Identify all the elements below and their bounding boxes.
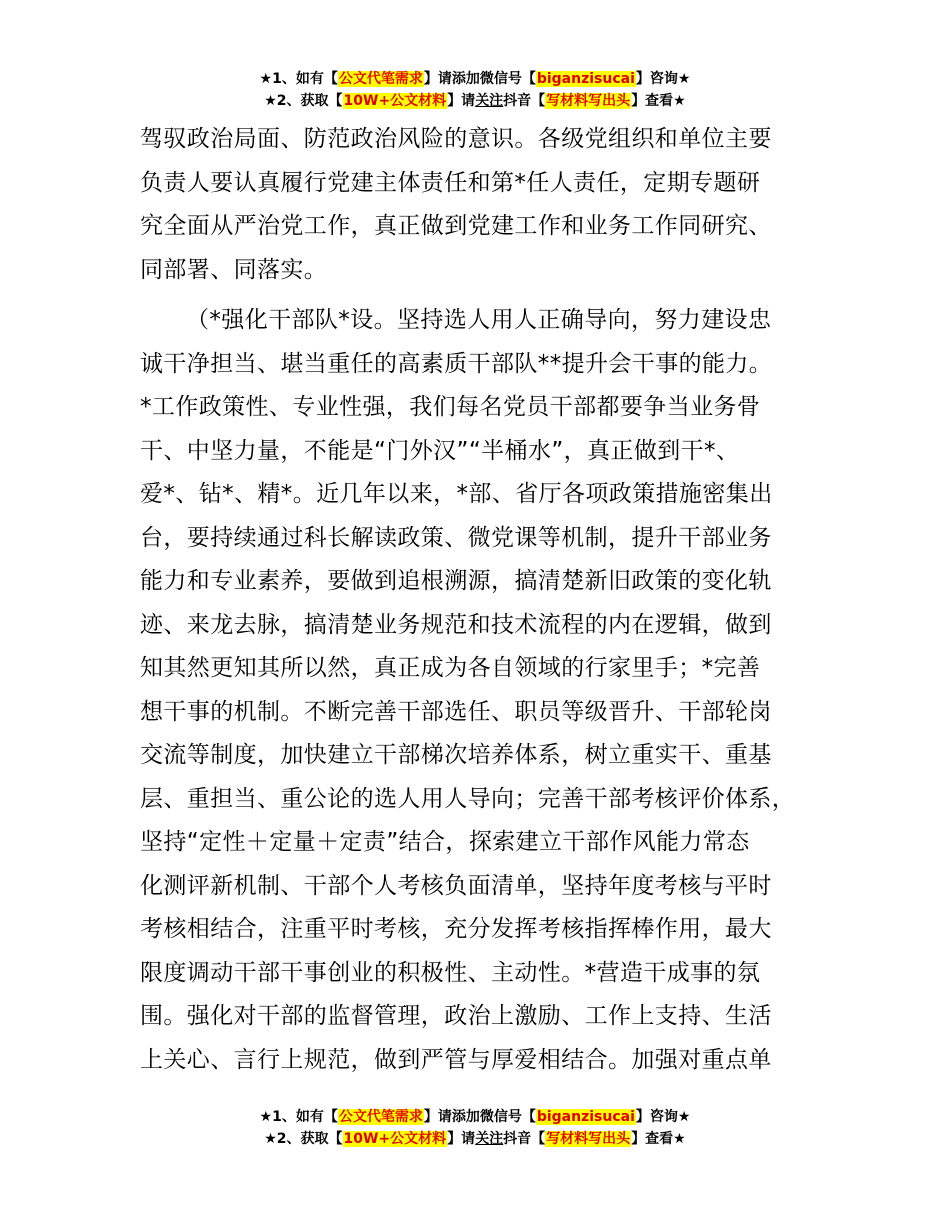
banner-text: 】请添 (423, 1109, 466, 1125)
banner-line-2 (0, 90, 950, 112)
banner-text: 】查看★ (631, 1131, 686, 1147)
text-line: 能力和专业素养，要做到追根溯源，搞清楚新旧政策的变化轨 (140, 568, 772, 594)
banner-text: 微信号【 (479, 1109, 536, 1125)
banner-line-1 (0, 68, 950, 90)
text-line: 驾驭政治局面、防范政治风险的意识。各级党组织和单位主要 (140, 126, 772, 152)
banner-highlight: 写材料写出头 (546, 93, 631, 109)
text-line: 交流等制度，加快建立干部梯次培养体系，树立重实干、重基 (140, 742, 772, 768)
banner-highlight: 10W+公文材料 (343, 93, 447, 109)
banner-text: 抖音【 (503, 1131, 546, 1147)
banner-text: 】咨询★ (635, 71, 691, 87)
banner-text: 微信号【 (479, 71, 536, 87)
banner-text: 关注 (475, 93, 504, 109)
paragraph-1 (140, 118, 820, 292)
banner-text: ★1、如有【 (259, 1109, 338, 1125)
text-line: 限度调动干部干事创业的积极性、主动性。*营造干成事的氛 (140, 959, 761, 986)
banner-text: ★1、如有【 (259, 71, 338, 87)
banner-text: 加 (465, 1109, 480, 1125)
banner-highlight: biganzisucai (536, 1109, 635, 1125)
banner-highlight: 写材料写出头 (546, 1131, 631, 1147)
text-line: 知其然更知其所以然，真正成为各自领域的行家里手；*完善 (140, 655, 761, 681)
banner-text: 】查看★ (631, 93, 686, 109)
text-line: 诚干净担当、堪当重任的高素质干部队**提升会干事的能力。 (140, 350, 773, 377)
banner-highlight: 公文代笔需求 (338, 1109, 423, 1125)
banner-text: 】请 (447, 1131, 476, 1147)
banner-text: 】咨询★ (635, 1109, 691, 1125)
text-line: （*强化干部队*设。坚持选人用人正确导向，努力建设忠 (186, 307, 772, 333)
banner-highlight: 公文代笔需求 (338, 71, 423, 87)
text-line: 考核相结合，注重平时考核，充分发挥考核指挥棒作用，最大 (140, 916, 772, 942)
header-banner (0, 68, 950, 112)
banner-line-2 (0, 1128, 950, 1150)
banner-text: 抖音【 (503, 93, 546, 109)
footer-banner (0, 1106, 950, 1150)
text-line: 究全面从严治党工作，真正做到党建工作和业务工作同研究、 (140, 213, 772, 239)
banner-text: 】请添 (423, 71, 466, 87)
banner-line-1 (0, 1106, 950, 1128)
text-line: 层、重担当、重公论的选人用人导向；完善干部考核评价体系， (140, 785, 796, 812)
banner-text: 】请 (447, 93, 476, 109)
text-line: 坚持“定性＋定量＋定责”结合，探索建立干部作风能力常态 (140, 829, 750, 855)
text-line: 负责人要认真履行党建主体责任和第*任人责任，定期专题研 (140, 169, 761, 196)
banner-highlight: biganzisucai (536, 71, 635, 87)
banner-text: 加 (465, 71, 480, 87)
banner-text: 关注 (475, 1131, 504, 1147)
text-line: 台，要持续通过科长解读政策、微党课等机制，提升干部业务 (140, 524, 772, 551)
text-line: 化测评新机制、干部个人考核负面清单，坚持年度考核与平时 (140, 872, 772, 899)
text-line: 上关心、言行上规范，做到严管与厚爱相结合。加强对重点单 (140, 1046, 772, 1073)
text-line: 干、中坚力量，不能是“门外汉”“半桶水”，真正做到干*、 (140, 437, 740, 464)
text-line: 围。强化对干部的监督管理，政治上激励、工作上支持、生活 (140, 1003, 772, 1029)
document-body (140, 118, 820, 1082)
text-line: 迹、来龙去脉，搞清楚业务规范和技术流程的内在逻辑，做到 (140, 611, 772, 638)
paragraph-2 (140, 299, 820, 1082)
text-line: 爱*、钻*、精*。近几年以来，*部、省厅各项政策措施密集出 (140, 481, 773, 507)
text-line: *工作政策性、专业性强，我们每名党员干部都要争当业务骨 (140, 394, 761, 420)
text-line: 同部署、同落实。 (140, 256, 328, 283)
banner-text: ★2、获取【 (264, 93, 343, 109)
text-line: 想干事的机制。不断完善干部选任、职员等级晋升、干部轮岗 (140, 698, 772, 725)
banner-text: ★2、获取【 (264, 1131, 343, 1147)
banner-highlight: 10W+公文材料 (343, 1131, 447, 1147)
